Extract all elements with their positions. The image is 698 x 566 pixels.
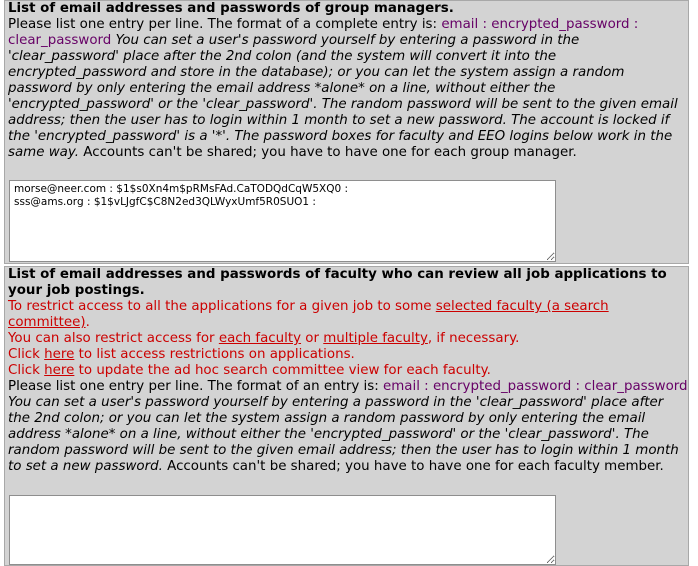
shared-accounts-note: Accounts can't be shared; you have to have one for each group manager.: [79, 145, 577, 160]
each-faculty-link[interactable]: each faculty: [218, 331, 302, 346]
faculty-panel: [4, 266, 689, 566]
update-committee-line: [8, 363, 688, 379]
restrict-each-line: [8, 331, 688, 347]
multiple-faculty-link[interactable]: multiple faculty: [323, 331, 428, 346]
format-intro-text: Please list one entry per line. The format of a complete entry is:: [8, 17, 442, 32]
restrict-access-line: [8, 299, 688, 331]
restrict-suffix-text: .: [85, 315, 90, 330]
list-restrictions-link[interactable]: here: [44, 347, 75, 362]
also-suffix-text: , if necessary.: [427, 331, 520, 346]
selected-faculty-link[interactable]: selected faculty (a search committee): [8, 299, 609, 330]
click1-prefix-text: Click: [8, 347, 45, 362]
group-managers-textarea[interactable]: [9, 180, 556, 262]
list-restrictions-line: [8, 347, 688, 363]
click2-suffix-text: to update the ad hoc search committee view for each faculty.: [74, 363, 491, 378]
restrict-prefix-text: To restrict access to all the applications for a given job to some: [8, 299, 436, 314]
also-prefix-text: You can also restrict access for: [8, 331, 219, 346]
faculty-heading: List of email addresses and passwords of faculty who can review all job applications to your job postings.: [8, 267, 667, 298]
also-or-text: or: [301, 331, 324, 346]
faculty-textarea[interactable]: [9, 495, 556, 565]
click1-suffix-text: to list access restrictions on applications.: [74, 347, 355, 362]
group-managers-panel: [4, 0, 689, 264]
faculty-password-explanation-text: You can set a user's password yourself by entering a password in the 'clear_password' place after the 2nd colon; or you can let the system assign a random password by only entering the email address *alone* on a line, without either the 'encrypted_password' or the 'clear_password'. The random password will be sent to the given email address; then the user has to login within 1 month to set a new password.: [8, 395, 679, 474]
faculty-format-intro-text: Please list one entry per line. The format of an entry is:: [8, 379, 383, 394]
faculty-description: [8, 379, 688, 475]
update-committee-link[interactable]: here: [44, 363, 75, 378]
click2-prefix-text: Click: [8, 363, 45, 378]
faculty-shared-accounts-note: Accounts can't be shared; you have to have one for each faculty member.: [162, 459, 664, 474]
entry-format-text: email : encrypted_password : clear_password: [8, 17, 639, 48]
group-managers-heading: List of email addresses and passwords of group managers.: [8, 1, 454, 16]
group-managers-description: [8, 17, 688, 161]
password-explanation-text: You can set a user's password yourself by entering a password in the 'clear_password' place after the 2nd colon (and the system will convert it into the encrypted_password and store in the database); or you can let the system assign a random password by only entering the email address *alone* on a line, without either the 'encrypted_password' or the 'clear_password'. The random password will be sent to the given email address; then the user has to login within 1 month to set a new password. The account is locked if the 'encrypted_password' is a '*'. The password boxes for faculty and EEO logins below work in the same way.: [8, 33, 678, 160]
faculty-entry-format-text: email : encrypted_password : clear_password: [382, 379, 688, 394]
